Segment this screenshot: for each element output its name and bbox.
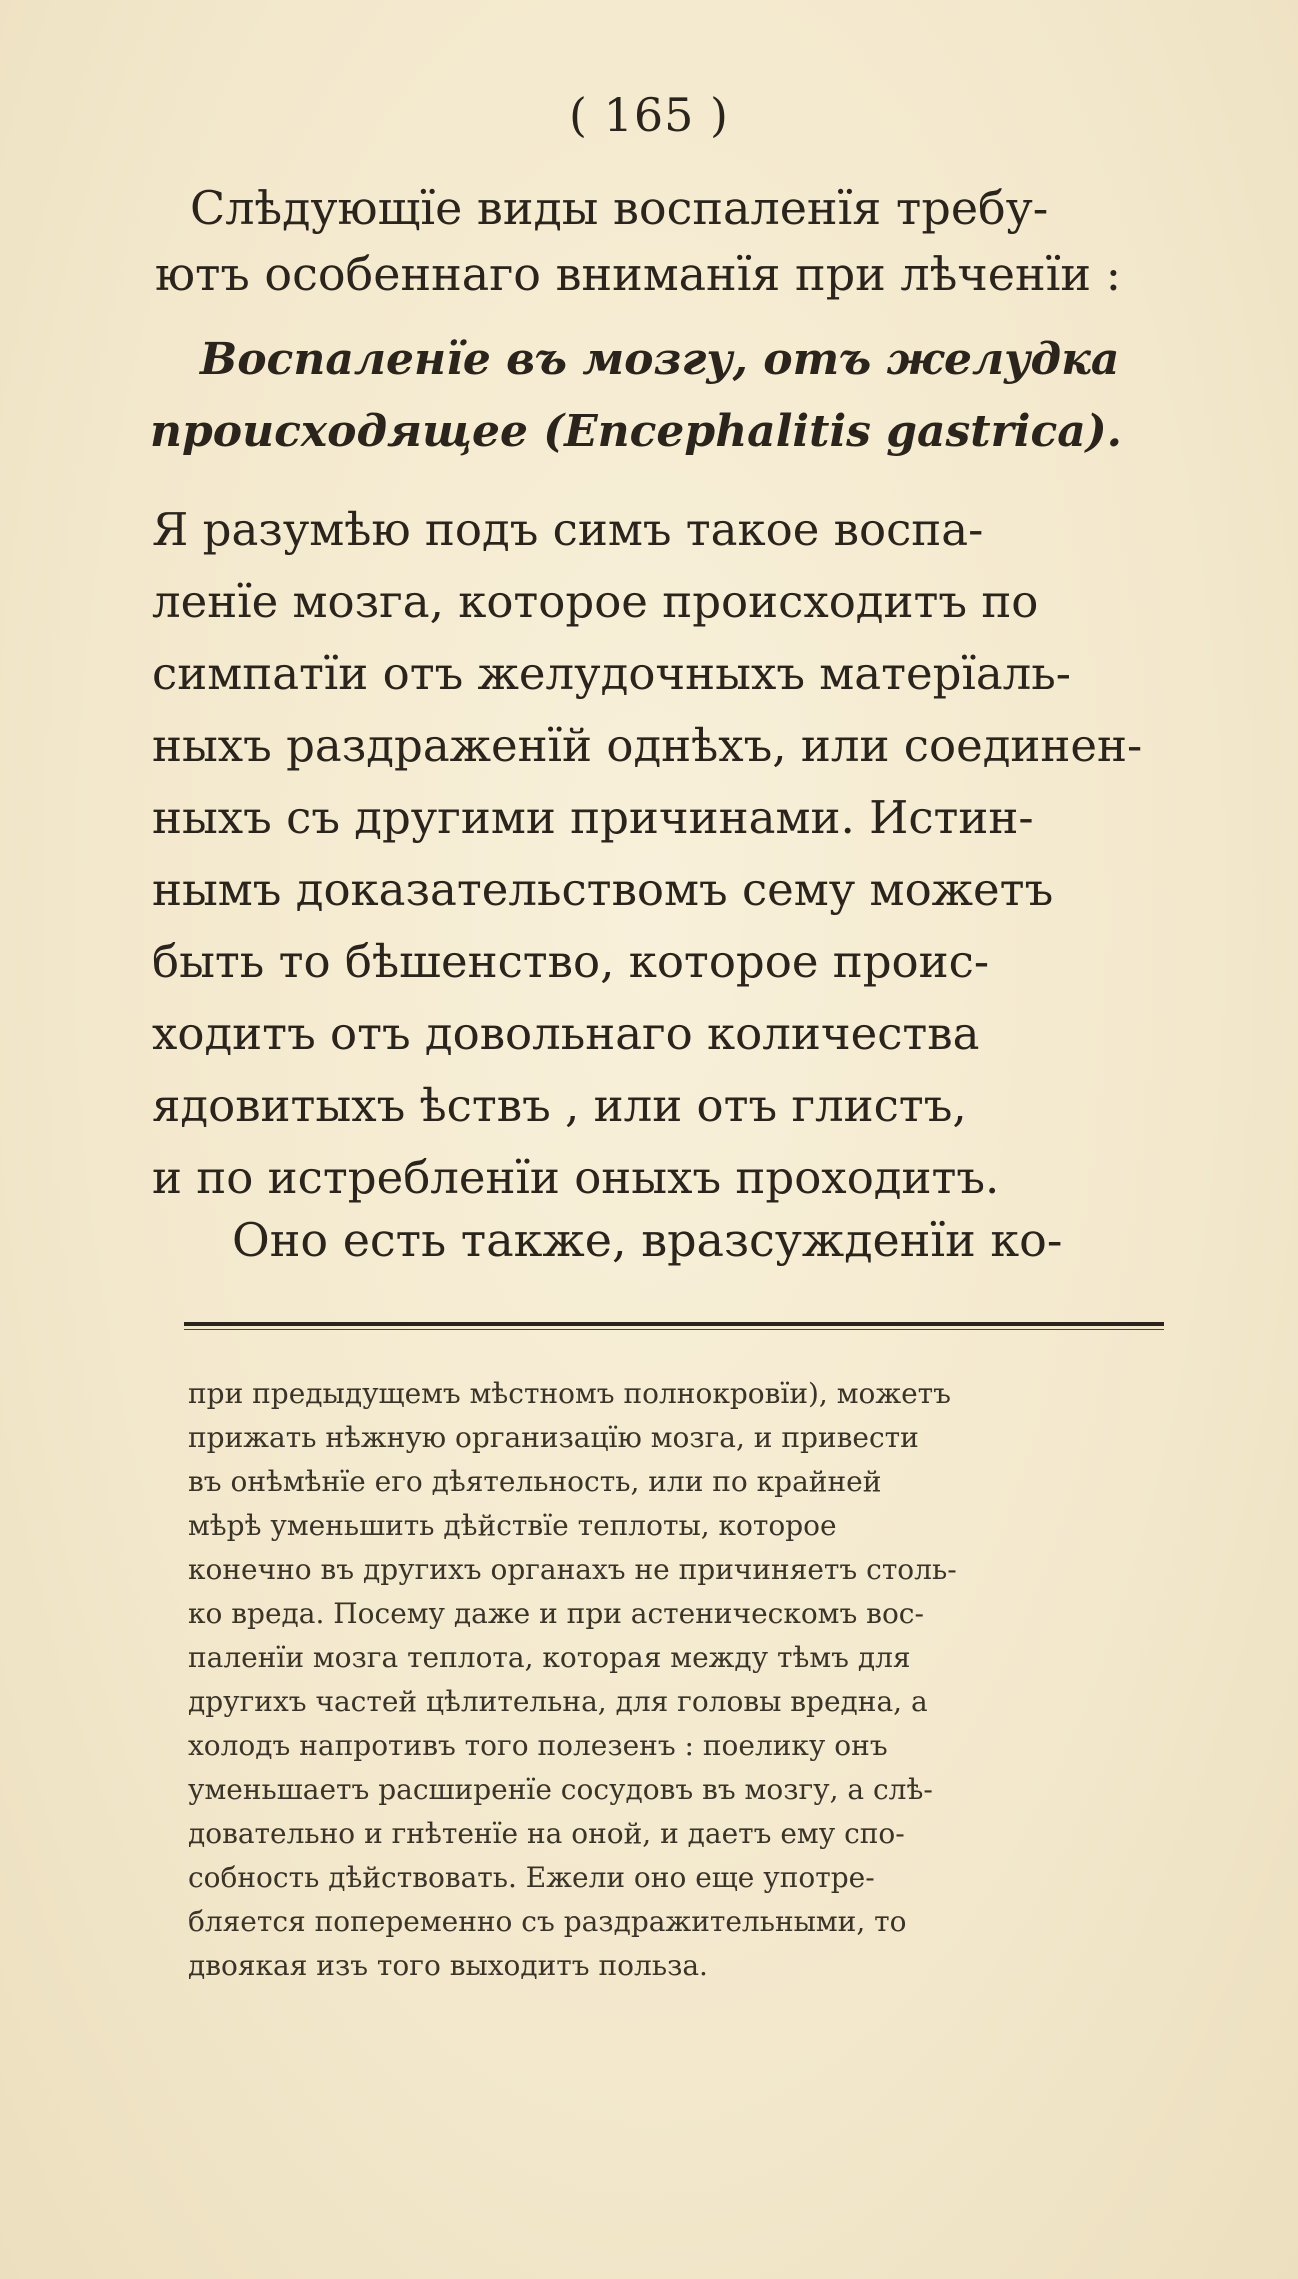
paragraph-line: Я разумѣю подъ симъ такое воспа- bbox=[152, 503, 984, 556]
page-number: ( 165 ) bbox=[569, 88, 729, 142]
footnote-line: паленїи мозга теплота, которая между тѣмъ для bbox=[188, 1641, 911, 1674]
paragraph-line: нымъ доказательствомъ сему можетъ bbox=[152, 863, 1054, 916]
paragraph-line: ядовитыхъ ѣствъ , или отъ глистъ, bbox=[152, 1079, 967, 1132]
footnote-line: ко вреда. Посему даже и при астеническомъ вос- bbox=[188, 1597, 924, 1630]
paragraph-line: и по истребленїи оныхъ проходитъ. bbox=[152, 1151, 1000, 1204]
footnote-line: другихъ частей цѣлительна, для головы вредна, а bbox=[188, 1685, 928, 1718]
footnote-line: при предыдущемъ мѣстномъ полнокровїи), можетъ bbox=[188, 1377, 951, 1410]
footnote-line: уменьшаетъ расширенїе сосудовъ въ мозгу, а слѣ- bbox=[188, 1773, 933, 1806]
footnote-line: довательно и гнѣтенїе на оной, и даетъ ему спо- bbox=[188, 1817, 905, 1850]
footnote bbox=[188, 1372, 1178, 1988]
section-heading-line-1: Воспаленїе въ мозгу, отъ желудка bbox=[200, 334, 1120, 385]
footnote-line: конечно въ другихъ органахъ не причиняетъ столь- bbox=[188, 1553, 957, 1586]
next-paragraph-line: Оно есть также, вразсужденїи ко- bbox=[232, 1213, 1063, 1267]
footnote-line: бляется попеременно съ раздражительными, то bbox=[188, 1905, 907, 1938]
paragraph-line: быть то бѣшенство, которое проис- bbox=[152, 935, 990, 988]
footnote-divider bbox=[184, 1322, 1164, 1326]
footnote-line: мѣрѣ уменьшить дѣйствїе теплоты, которое bbox=[188, 1509, 837, 1542]
footnote-line: прижать нѣжную организацїю мозга, и привести bbox=[188, 1421, 919, 1454]
paragraph-line: ныхъ раздраженїй однѣхъ, или соединен- bbox=[152, 719, 1143, 772]
intro-line-2: ютъ особеннаго вниманїя при лѣченїи : bbox=[155, 247, 1122, 301]
footnote-line: двоякая изъ того выходитъ польза. bbox=[188, 1949, 708, 1982]
paragraph-line: симпатїи отъ желудочныхъ матерїаль- bbox=[152, 647, 1071, 700]
footnote-divider-thin bbox=[184, 1329, 1164, 1330]
main-paragraph bbox=[152, 494, 1172, 1214]
footnote-line: собность дѣйствовать. Ежели оно еще употре- bbox=[188, 1861, 875, 1894]
paragraph-line: ныхъ съ другими причинами. Истин- bbox=[152, 791, 1034, 844]
footnote-line: холодъ напротивъ того полезенъ : поелику онъ bbox=[188, 1729, 888, 1762]
section-heading-line-2: происходящее (Encephalitis gastrica). bbox=[150, 406, 1122, 457]
footnote-line: въ онѣмѣнїе его дѣятельность, или по крайней bbox=[188, 1465, 882, 1498]
paragraph-line: ходитъ отъ довольнаго количества bbox=[152, 1007, 980, 1060]
intro-line-1: Слѣдующїе виды воспаленїя требу- bbox=[190, 181, 1049, 235]
paragraph-line: ленїе мозга, которое происходитъ по bbox=[152, 575, 1039, 628]
